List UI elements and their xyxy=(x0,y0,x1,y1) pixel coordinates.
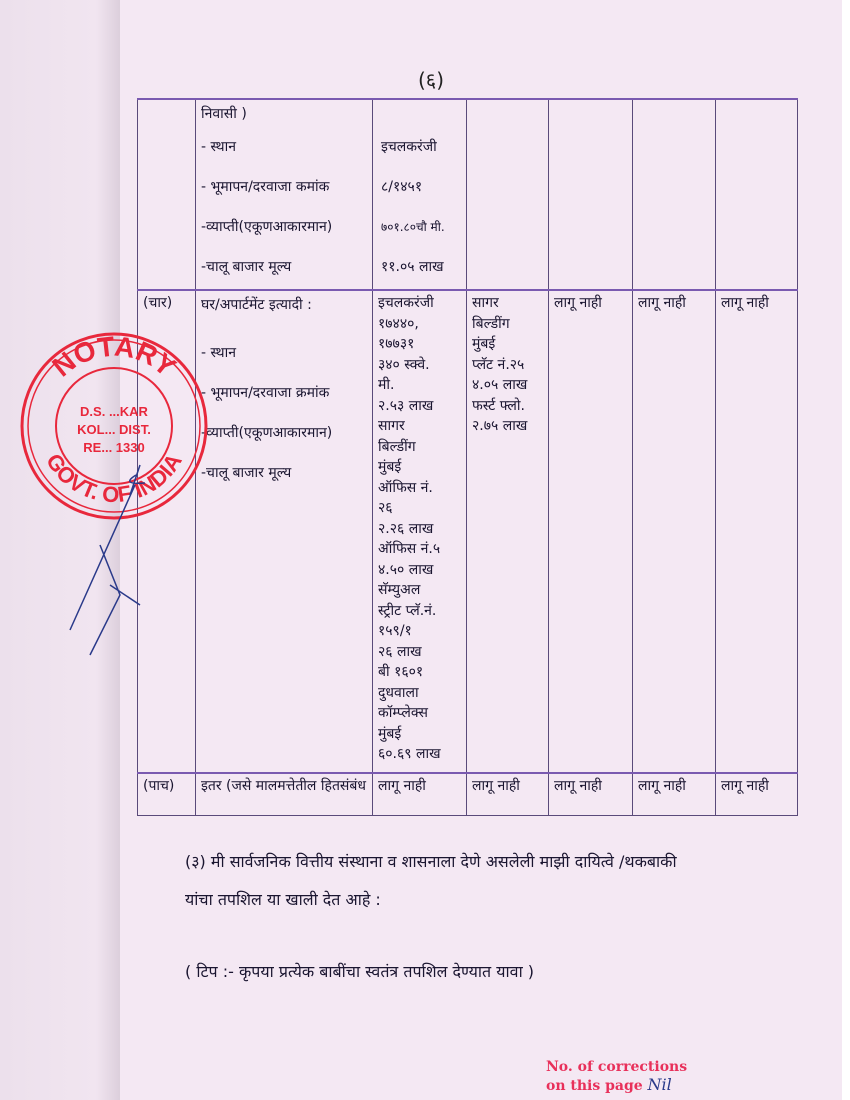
value-line: फर्स्ट फ्लो. xyxy=(472,397,525,414)
value-line: २.५३ लाख xyxy=(378,397,434,414)
page-edge xyxy=(842,0,850,1100)
value-line: सागर xyxy=(472,295,499,311)
signature xyxy=(60,455,150,685)
value-line: ऑफिस नं. xyxy=(378,479,433,496)
stamp-bottom-text: GOVT. OF INDIA xyxy=(41,449,187,508)
corrections-line-1: No. of corrections xyxy=(546,1059,688,1075)
value-line: १५९/१ xyxy=(378,623,412,639)
corrections-note xyxy=(546,1058,687,1095)
na-cell: लागू नाही xyxy=(549,773,633,815)
value-line: बी १६०१ xyxy=(378,664,424,680)
label-cell: इतर (जसे मालमत्तेतील हितसंबंध xyxy=(196,773,373,815)
value-line: ४.०५ लाख xyxy=(472,377,528,393)
label-line: -चालू बाजार मूल्य xyxy=(201,259,292,275)
label-line: - स्थान xyxy=(201,139,237,155)
assets-table xyxy=(137,98,798,816)
value-line: ८/१४५१ xyxy=(381,179,423,195)
value-line: ऑफिस नं.५ xyxy=(378,541,441,557)
empty-cell xyxy=(549,99,633,290)
serial-cell xyxy=(138,99,196,290)
value-line: स्ट्रीट प्लॅ.नं. xyxy=(378,602,437,619)
empty-cell xyxy=(716,99,798,290)
value-line: १७७३१ xyxy=(378,336,415,352)
label-line: - भूमापन/दरवाजा कमांक xyxy=(201,179,330,195)
section-3-note: ( टिप :- कृपया प्रत्येक बाबींचा स्वतंत्र तपशिल देण्यात यावा ) xyxy=(185,962,535,981)
value-line: बिल्डींग xyxy=(378,438,416,455)
value-line: ६०.६९ लाख xyxy=(378,746,441,762)
value-line: मी. xyxy=(378,377,395,393)
label-cell xyxy=(196,290,373,773)
na-cell: लागू नाही xyxy=(549,290,633,773)
corrections-value: Nil xyxy=(647,1075,672,1094)
label-line: निवासी ) xyxy=(201,106,247,122)
value-line: २.७५ लाख xyxy=(472,418,528,434)
corrections-line-2 xyxy=(546,1076,687,1095)
stamp-top-text: NOTARY xyxy=(46,330,182,383)
na-cell: लागू नाही xyxy=(633,773,716,815)
na-cell: लागू नाही xyxy=(716,290,798,773)
value-line: मुंबई xyxy=(472,336,496,352)
label-line: -व्याप्ती(एकूणआकारमान) xyxy=(201,425,333,441)
value-line: ३४० स्क्वे. xyxy=(378,356,430,373)
value-line: २.२६ लाख xyxy=(378,520,434,537)
na-cell: लागू नाही xyxy=(373,773,467,815)
empty-cell xyxy=(633,99,716,290)
na-cell: लागू नाही xyxy=(467,773,549,815)
value-line: प्लॅट नं.२५ xyxy=(472,356,525,373)
spacer xyxy=(381,102,461,127)
value-line: २६ xyxy=(378,500,393,516)
value-line: कॉम्प्लेक्स xyxy=(378,705,428,721)
location-values-cell-2 xyxy=(467,290,549,773)
corrections-label: on this page xyxy=(546,1078,643,1094)
serial-cell: (चार) xyxy=(138,290,196,773)
page-number: (६) xyxy=(418,68,445,92)
na-cell: लागू नाही xyxy=(716,773,798,815)
label-line: -व्याप्ती(एकूणआकारमान) xyxy=(201,219,333,235)
empty-cell xyxy=(467,99,549,290)
section-3-line-2: यांचा तपशिल या खाली देत आहे : xyxy=(185,890,381,909)
na-cell: लागू नाही xyxy=(633,290,716,773)
value-line: दुधवाला xyxy=(378,684,419,701)
label-line: - स्थान xyxy=(201,345,237,361)
value-line: बिल्डींग xyxy=(472,315,510,332)
table-row xyxy=(138,290,798,773)
section-3-line-1: (३) मी सार्वजनिक वित्तीय संस्थाना व शासनाला देणे असलेली माझी दायित्वे /थकबाकी xyxy=(185,852,677,871)
location-values-cell xyxy=(373,290,467,773)
table-row xyxy=(138,773,798,815)
label-line: - भूमापन/दरवाजा क्रमांक xyxy=(201,385,330,401)
serial-cell: (पाच) xyxy=(138,773,196,815)
label-cell xyxy=(196,99,373,290)
value-line: ४.५० लाख xyxy=(378,561,434,578)
value-line: सॅम्युअल xyxy=(378,582,421,598)
value-line: सागर xyxy=(378,418,405,434)
value-line: मुंबई xyxy=(378,459,402,475)
value-line: ७०१.८०चौ मी. xyxy=(381,220,445,234)
label-line: -चालू बाजार मूल्य xyxy=(201,465,292,481)
value-cell xyxy=(373,99,467,290)
value-line: इचलकरंजी xyxy=(381,139,437,155)
stamp-inner-3: RE... 1330 xyxy=(83,440,145,455)
value-line: इचलकरंजी xyxy=(378,295,434,311)
table-row xyxy=(138,99,798,290)
label-line: घर/अपार्टमेंट इत्यादी : xyxy=(201,297,312,313)
stamp-inner-1: D.S. ...KAR xyxy=(80,404,148,419)
value-line: ११.०५ लाख xyxy=(381,259,444,275)
value-line: मुंबई xyxy=(378,725,402,742)
value-line: २६ लाख xyxy=(378,643,422,660)
stamp-inner-2: KOL... DIST. xyxy=(77,422,151,437)
value-line: १७४४०, xyxy=(378,315,419,332)
svg-text:NOTARY xyxy=(46,331,181,383)
